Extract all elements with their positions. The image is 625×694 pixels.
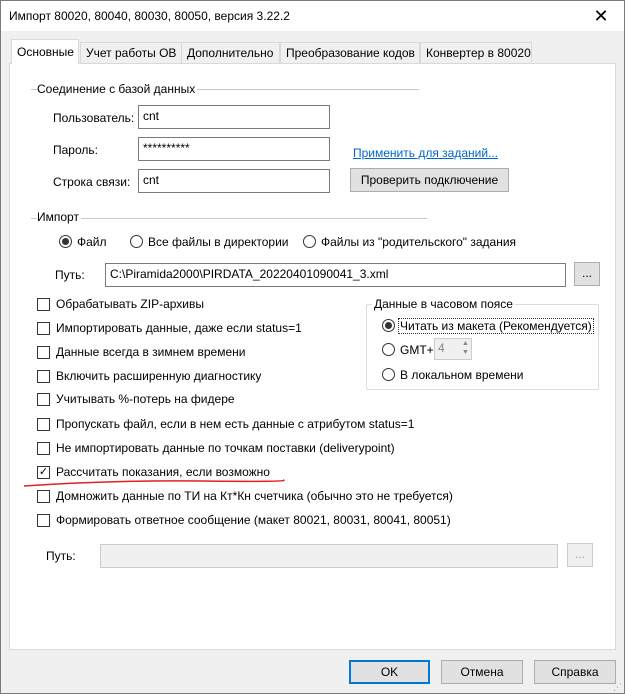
option-calc-readings-label: Рассчитать показания, если возможно: [56, 465, 270, 479]
option-skip-status1-label: Пропускать файл, если в нем есть данные с атрибутом status=1: [56, 417, 415, 431]
option-import-status1-label: Импортировать данные, даже если status=1: [56, 321, 302, 335]
user-input[interactable]: cnt: [138, 105, 330, 129]
option-no-deliverypoint-checkbox[interactable]: [37, 442, 50, 455]
tab-label: Конвертер в 80020: [426, 46, 531, 60]
option-response-message-label: Формировать ответное сообщение (макет 80021, 80031, 80041, 80051): [56, 513, 451, 527]
option-winter-time-label: Данные всегда в зимнем времени: [56, 345, 246, 359]
timezone-group-title: Данные в часовом поясе: [374, 297, 513, 311]
tab-main[interactable]: [11, 39, 79, 64]
tab-label: Дополнительно: [187, 46, 274, 60]
option-feeder-losses-label: Учитывать %-потерь на фидере: [56, 392, 235, 406]
import-group-title: Импорт: [37, 210, 79, 224]
ok-button[interactable]: OK: [349, 660, 430, 684]
test-connection-button[interactable]: Проверить подключение: [350, 168, 509, 192]
option-import-status1-checkbox[interactable]: [37, 322, 50, 335]
option-extended-diagnostics-checkbox[interactable]: [37, 370, 50, 383]
radio-file[interactable]: [59, 235, 72, 248]
radio-read-from-layout-label: Читать из макета (Рекомендуется): [400, 319, 592, 333]
password-label: Пароль:: [53, 143, 98, 157]
apply-for-tasks-link[interactable]: Применить для заданий...: [353, 146, 499, 160]
resize-grip-icon[interactable]: ⋰: [613, 682, 622, 692]
user-label: Пользователь:: [53, 111, 135, 125]
radio-local-time[interactable]: [382, 368, 395, 381]
radio-file-label: Файл: [77, 235, 107, 249]
import-path-input[interactable]: C:\Piramida2000\PIRDATA_20220401090041_3.xml: [105, 263, 566, 287]
connection-group-title: Соединение с базой данных: [37, 82, 196, 96]
radio-all-files[interactable]: [130, 235, 143, 248]
tab-converter-80020[interactable]: [420, 42, 532, 63]
option-multiply-kt-checkbox[interactable]: [37, 490, 50, 503]
option-no-deliverypoint-label: Не импортировать данные по точкам поставки (deliverypoint): [56, 441, 395, 455]
window-title: Импорт 80020, 80040, 80030, 80050, версия 3.22.2: [9, 9, 290, 23]
radio-local-time-label: В локальном времени: [400, 368, 524, 382]
help-button[interactable]: Справка: [534, 660, 616, 684]
radio-read-from-layout[interactable]: [382, 319, 395, 332]
tab-ov-accounting[interactable]: [80, 42, 182, 63]
option-zip-checkbox[interactable]: [37, 298, 50, 311]
cancel-button[interactable]: Отмена: [441, 660, 523, 684]
import-browse-button[interactable]: ...: [574, 262, 600, 286]
option-skip-status1-checkbox[interactable]: [37, 418, 50, 431]
checkmark-icon: ✓: [38, 466, 49, 478]
option-zip-label: Обрабатывать ZIP-архивы: [56, 297, 204, 311]
import-path-label: Путь:: [55, 268, 85, 282]
radio-parent-files[interactable]: [303, 235, 316, 248]
radio-parent-files-label: Файлы из "родительского" задания: [321, 235, 517, 249]
tab-code-conversion[interactable]: [280, 42, 420, 63]
close-icon[interactable]: ✕: [593, 6, 609, 26]
tab-label: Основные: [17, 45, 74, 59]
option-multiply-kt-label: Домножить данные по ТИ на Кт*Кн счетчика (обычно это не требуется): [56, 489, 453, 503]
gmt-value: 4: [438, 341, 445, 355]
option-response-message-checkbox[interactable]: [37, 514, 50, 527]
response-path-label: Путь:: [46, 549, 76, 563]
tab-label: Преобразование кодов: [286, 46, 415, 60]
spin-arrows-icon[interactable]: ▲ ▼: [462, 340, 469, 356]
option-feeder-losses-checkbox[interactable]: [37, 393, 50, 406]
password-input[interactable]: **********: [138, 137, 330, 161]
option-extended-diagnostics-label: Включить расширенную диагностику: [56, 369, 262, 383]
radio-gmt[interactable]: [382, 343, 395, 356]
radio-gmt-label: GMT+: [400, 343, 434, 357]
title-bar: [1, 1, 624, 31]
radio-all-files-label: Все файлы в директории: [148, 235, 289, 249]
response-browse-button[interactable]: ...: [567, 543, 593, 567]
connection-string-input[interactable]: cnt: [138, 169, 330, 193]
tab-additional[interactable]: [181, 42, 280, 63]
tab-label: Учет работы ОВ: [86, 46, 177, 60]
connection-string-label: Строка связи:: [53, 175, 131, 189]
import-group-line: [31, 218, 427, 219]
response-path-input[interactable]: [100, 544, 558, 568]
option-winter-time-checkbox[interactable]: [37, 346, 50, 359]
